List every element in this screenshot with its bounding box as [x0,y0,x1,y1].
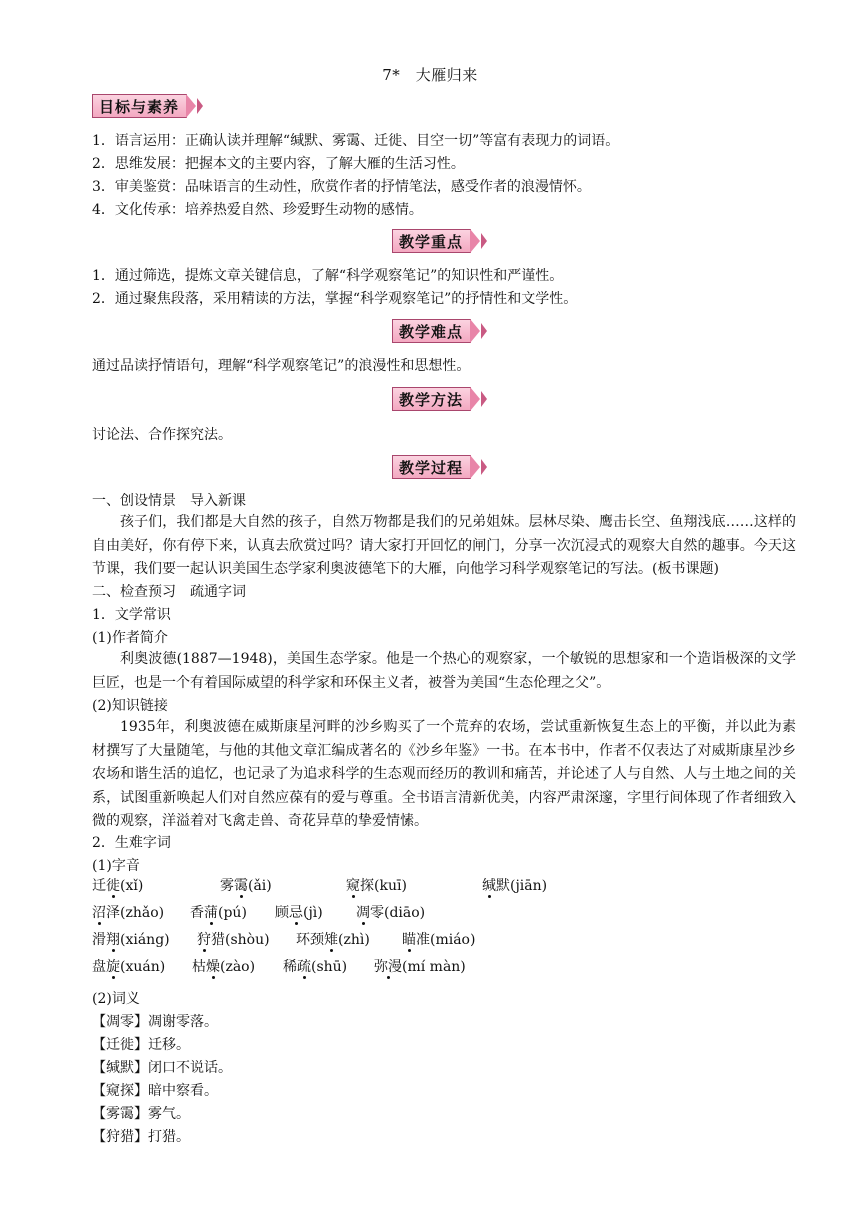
badge-arrow-icon [481,323,487,339]
pronunciation-item [92,876,143,896]
key-point-item: 1．通过筛选，提炼文章关键信息，了解“科学观察笔记”的知识性和严谨性。 [92,268,564,284]
pronunciation-item [92,957,165,977]
link-title: (2)知识链接 [92,698,168,714]
pronunciation-title: (1)字音 [92,858,140,874]
author-paragraph: 利奥波德(1887—1948)，美国生态学家。他是一个热心的观察家，一个敏锐的思想家和一个造诣极深的文学巨匠，也是一个有着国际威望的科学家和环保主义者，被誉为美国“生态伦理之父”。 [92,651,796,691]
emphasis-dotted-char: 燥 [206,959,220,975]
section-badge-methods [392,388,487,410]
pronunciation-text: (zào) [220,959,256,975]
badge-arrow-icon [197,98,203,114]
method-text: 讨论法、合作探究法。 [92,427,232,443]
goal-item: 4．文化传承：培养热爱自然、珍爱野生动物的感情。 [92,202,423,218]
pronunciation-text: (xuán) [120,959,166,975]
section-badge-goals [92,95,203,117]
goal-item: 2．思维发展：把握本文的主要内容，了解大雁的生活习性。 [92,156,465,172]
pronunciation-text: 环颈 [296,932,324,948]
emphasis-dotted-char: 忌 [289,905,303,921]
badge-arrow-icon [470,455,480,479]
key-point-item: 2．通过聚焦段落，采用精读的方法，掌握“科学观察笔记”的抒情性和文学性。 [92,291,578,307]
badge-arrow-icon [470,319,480,343]
section-badge-process [392,456,487,478]
emphasis-dotted-char: 徙 [106,878,120,894]
section-heading-goals: 目标与素养 [92,94,187,118]
part1-paragraph: 孩子们，我们都是大自然的孩子，自然万物都是我们的兄弟姐妹。层林尽染、鹰击长空、鱼翔浅底……这样的自由美好，你有停下来，认真去欣赏过吗？请大家打开回忆的闸门，分享一次沉浸式的观察大自然的趣事。今天这节课，我们要一起认识美国生态学家利奥波德笔下的大雁，向他学习科学观察笔记的写法。(板书课题) [92,514,796,577]
meaning-title: (2)词义 [92,991,140,1007]
pronunciation-item [190,903,247,923]
badge-arrow-icon [481,459,487,475]
pronunciation-item [92,903,164,923]
section-heading-difficulties: 教学难点 [392,319,471,343]
emphasis-dotted-char: 窥 [346,878,360,894]
goal-item: 3．审美鉴赏：品味语言的生动性，欣赏作者的抒情笔法，感受作者的浪漫情怀。 [92,179,591,195]
pronunciation-text: 滑 [92,932,106,948]
emphasis-dotted-char: 瞄 [402,932,416,948]
badge-arrow-icon [481,391,487,407]
badge-arrow-icon [186,94,196,118]
pronunciation-text: 稀 [283,959,297,975]
badge-arrow-icon [470,387,480,411]
pronunciation-text: 雾 [220,878,234,894]
emphasis-dotted-char: 疏 [297,959,311,975]
section-badge-difficulties [392,320,487,342]
meaning-item: 【迁徙】迁移。 [92,1037,190,1053]
literature-title: 1．文学常识 [92,607,171,623]
pronunciation-item [374,957,466,977]
pronunciation-text: 顾 [275,905,289,921]
author-title: (1)作者简介 [92,630,168,646]
badge-arrow-icon [470,229,480,253]
pronunciation-text: 枯 [192,959,206,975]
pronunciation-text: 迁 [92,878,106,894]
goal-item: 1．语言运用：正确认读并理解“缄默、雾霭、迁徙、目空一切”等富有表现力的词语。 [92,133,620,149]
meaning-item: 【雾霭】雾气。 [92,1106,190,1122]
pronunciation-text: 猎(shòu) [211,932,270,948]
section-heading-process: 教学过程 [392,455,471,479]
pronunciation-text: (jì) [303,905,323,921]
emphasis-dotted-char: 蒲 [204,905,218,921]
lesson-title: 7* 大雁归来 [382,66,478,84]
pronunciation-text: 默(jiān) [496,878,548,894]
pronunciation-text: (xǐ) [120,878,144,894]
vocab-title: 2．生难字词 [92,835,171,851]
pronunciation-text: 泽(zhǎo) [106,905,165,921]
emphasis-dotted-char: 翔 [106,932,120,948]
pronunciation-item [192,957,255,977]
pronunciation-text: (shū) [311,959,348,975]
meaning-item: 【缄默】闭口不说话。 [92,1060,232,1076]
pronunciation-item [197,930,270,950]
emphasis-dotted-char: 霭 [234,878,248,894]
pronunciation-item [220,876,272,896]
pronunciation-text: (mí màn) [402,959,466,975]
part2-title: 二、检查预习 疏通字词 [92,584,246,600]
emphasis-dotted-char: 弥漫 [374,959,402,975]
difficulty-text: 通过品读抒情语句，理解“科学观察笔记”的浪漫性和思想性。 [92,358,471,374]
link-paragraph: 1935年，利奥波德在威斯康星河畔的沙乡购买了一个荒弃的农场，尝试重新恢复生态上的平衡，并以此为素材撰写了大量随笔，与他的其他文章汇编成著名的《沙乡年鉴》一书。在本书中，作者不仅表达了对威斯康星沙乡农场和谐生活的追忆，也记录了为追求科学的生态观而经历的教训和痛苦，并论述了人与自然、人与土地之间的关系，试图重新唤起人们对自然应葆有的爱与尊重。全书语言清新优美，内容严肃深邃，字里行间体现了作者细致入微的观察，洋溢着对飞禽走兽、奇花异草的挚爱情愫。 [92,719,796,829]
part1-title: 一、创设情景 导入新课 [92,493,246,509]
pronunciation-text: (pú) [218,905,247,921]
pronunciation-text: 香 [190,905,204,921]
pronunciation-text: (xiáng) [120,932,170,948]
pronunciation-item [283,957,347,977]
pronunciation-item [296,930,370,950]
meaning-item: 【狩猎】打猎。 [92,1129,190,1145]
pronunciation-item [92,930,170,950]
pronunciation-item [402,930,475,950]
emphasis-dotted-char: 缄 [482,878,496,894]
pronunciation-item [356,903,425,923]
pronunciation-text: (ǎi) [248,878,272,894]
pronunciation-text: 零(diāo) [370,905,426,921]
meaning-item: 【凋零】凋谢零落。 [92,1014,218,1030]
badge-arrow-icon [481,233,487,249]
pronunciation-text: 准(miáo) [416,932,476,948]
emphasis-dotted-char: 旋 [106,959,120,975]
section-badge-key-points [392,230,487,252]
pronunciation-text: 探(kuī) [360,878,407,894]
emphasis-dotted-char: 狩 [197,932,211,948]
pronunciation-item [275,903,323,923]
emphasis-dotted-char: 雉 [324,932,338,948]
emphasis-dotted-char: 沼 [92,905,106,921]
pronunciation-item [482,876,547,896]
pronunciation-item [346,876,407,896]
section-heading-key-points: 教学重点 [392,229,471,253]
pronunciation-text: 盘 [92,959,106,975]
meaning-item: 【窥探】暗中察看。 [92,1083,218,1099]
section-heading-methods: 教学方法 [392,387,471,411]
pronunciation-text: (zhì) [338,932,370,948]
emphasis-dotted-char: 凋 [356,905,370,921]
